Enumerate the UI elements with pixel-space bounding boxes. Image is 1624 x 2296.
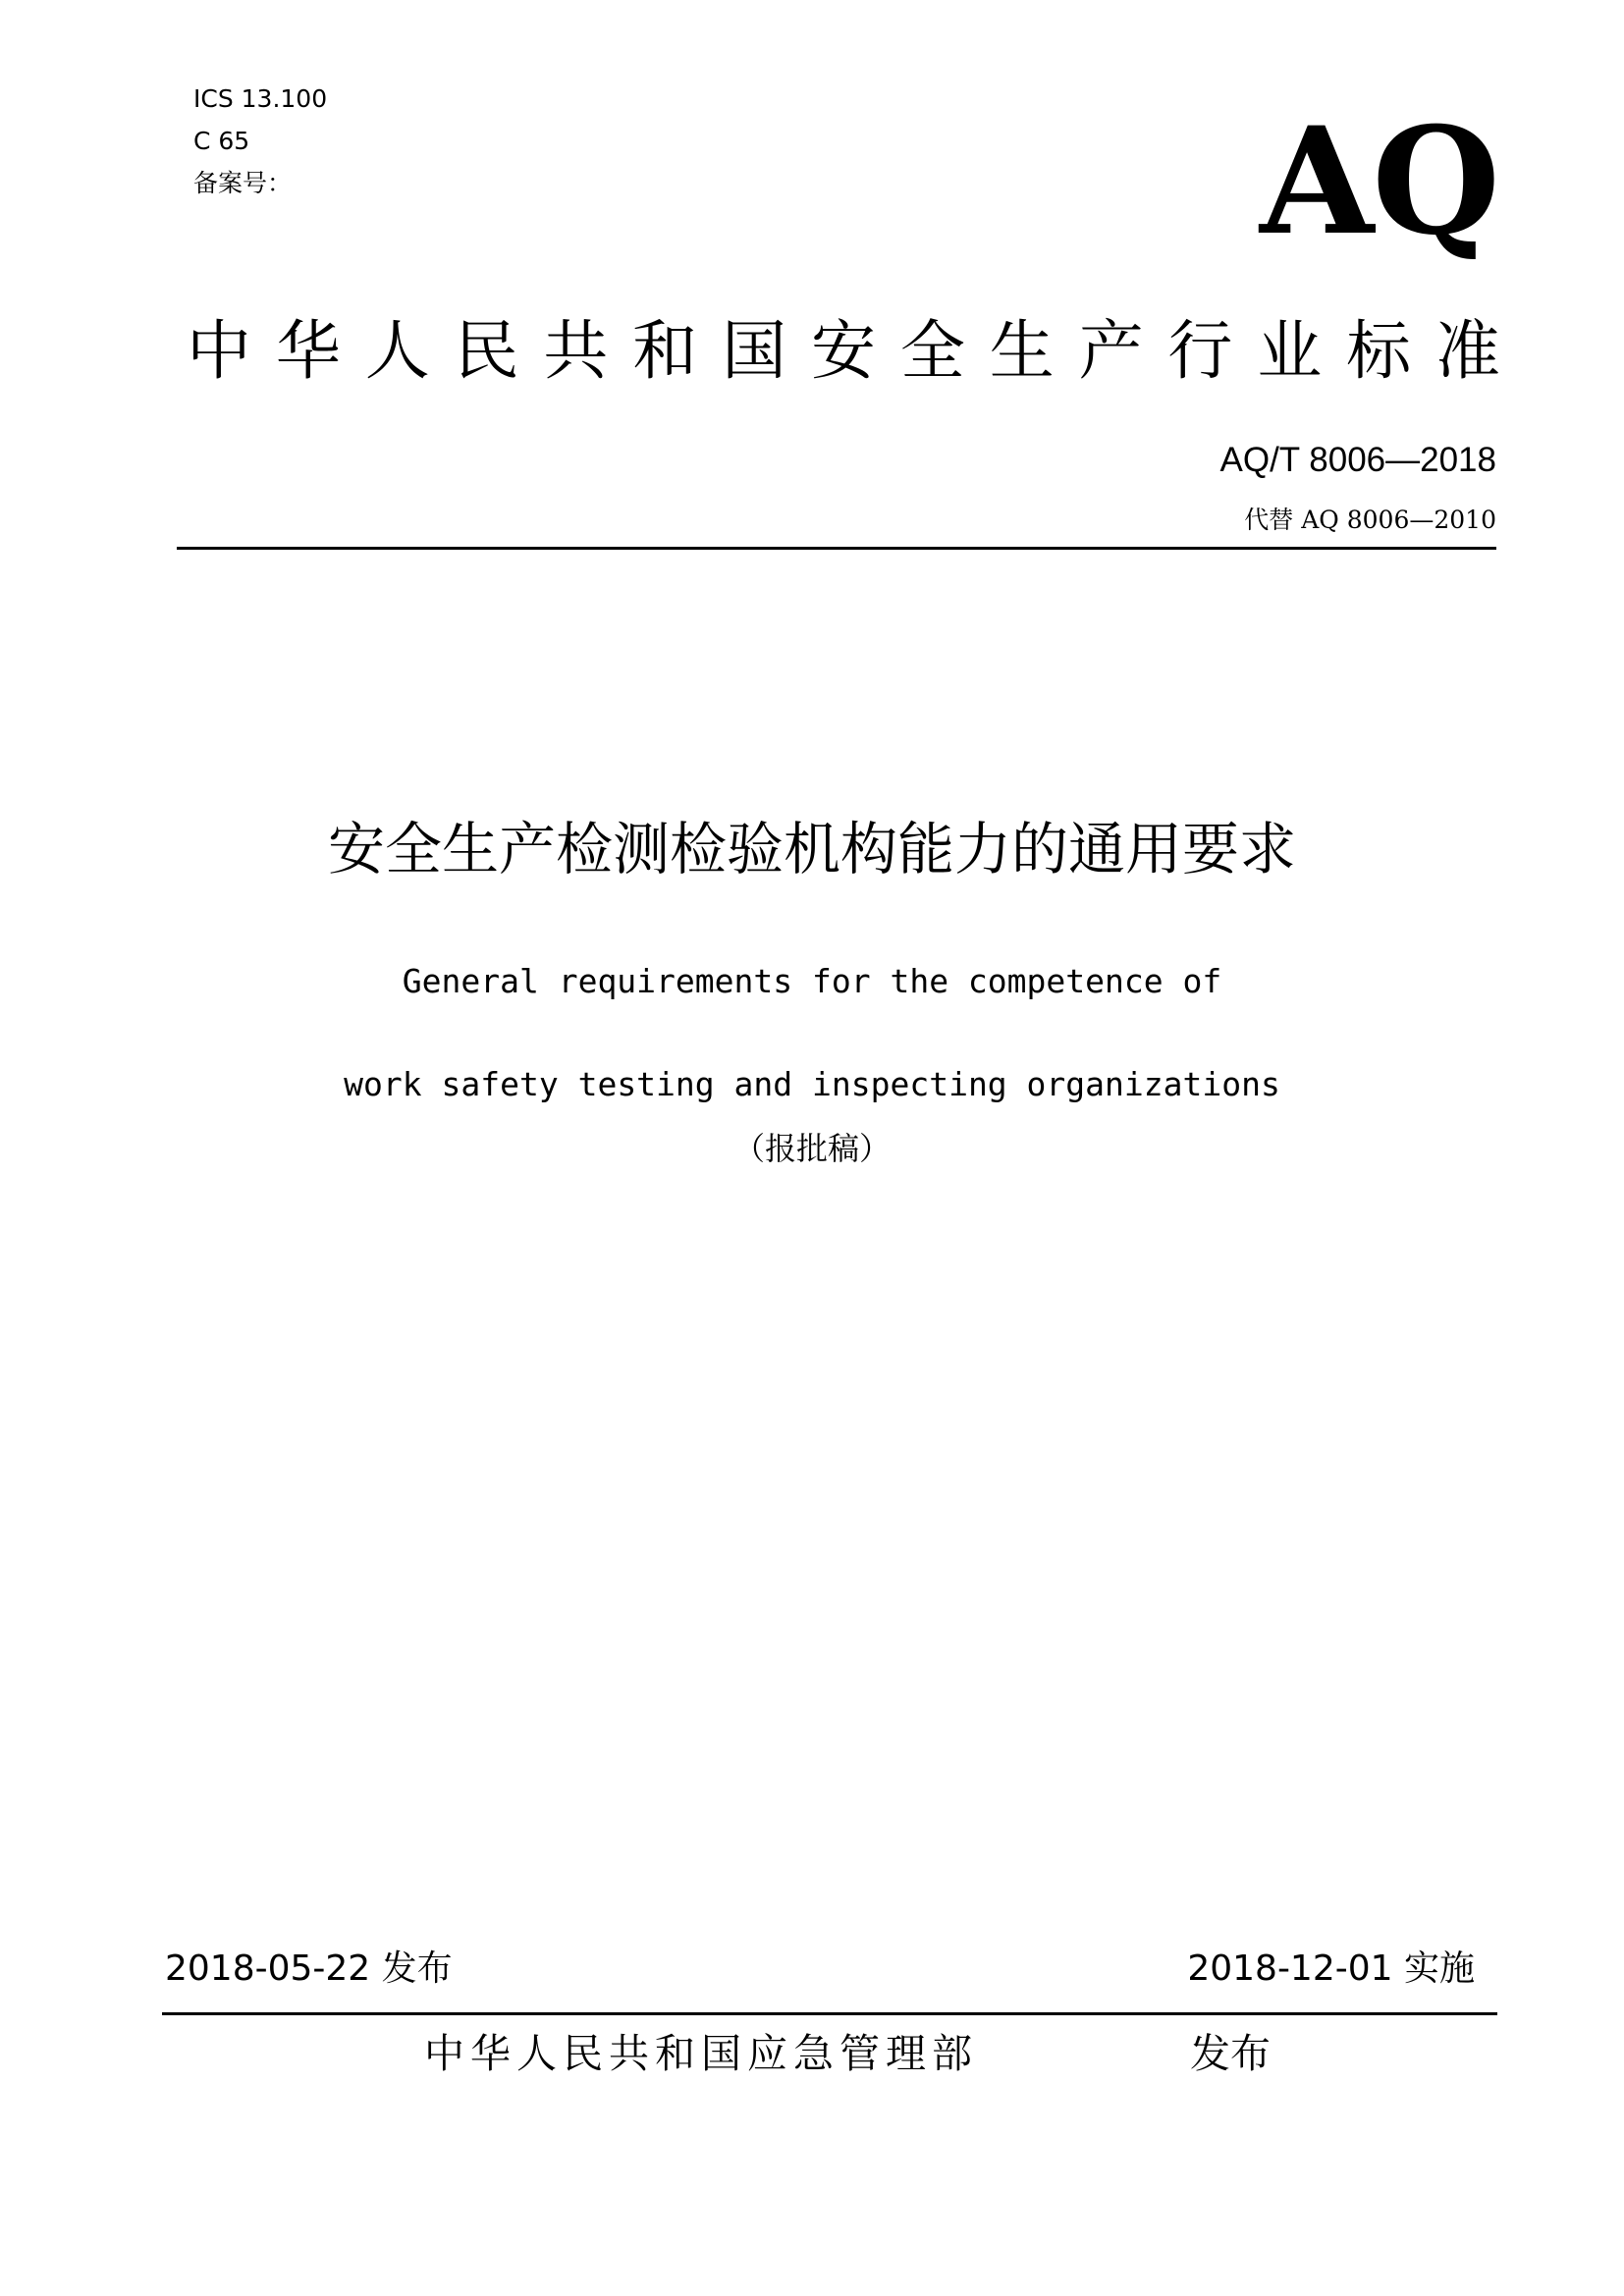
draft-status: （报批稿） [732,1130,891,1167]
document-title-english-line1: General requirements for the competence of [402,962,1222,1000]
standard-number: AQ/T 8006—2018 [1219,441,1496,479]
record-number-label: 备案号： [193,169,293,197]
ics-code: ICS 13.100 [193,84,328,113]
issue-label: 发布 [1190,2030,1271,2077]
replaces-standard: 代替 AQ 8006—2010 [1244,506,1496,534]
top-divider [177,547,1496,550]
document-title-english-line2: work safety testing and inspecting organizations [344,1065,1280,1103]
publish-date: 2018-05-22 发布 [165,1949,453,1989]
effective-date: 2018-12-01 实施 [1187,1949,1475,1989]
standard-category-title: 中华人民共和国安全生产行业标准 [187,313,1506,389]
classification-code: C 65 [193,127,250,155]
issuing-authority: 中华人民共和国应急管理部 [424,2030,978,2077]
bottom-divider [162,2012,1497,2015]
aq-logo: AQ [1259,95,1498,268]
document-title-chinese: 安全生产检测检验机构能力的通用要求 [327,816,1296,882]
